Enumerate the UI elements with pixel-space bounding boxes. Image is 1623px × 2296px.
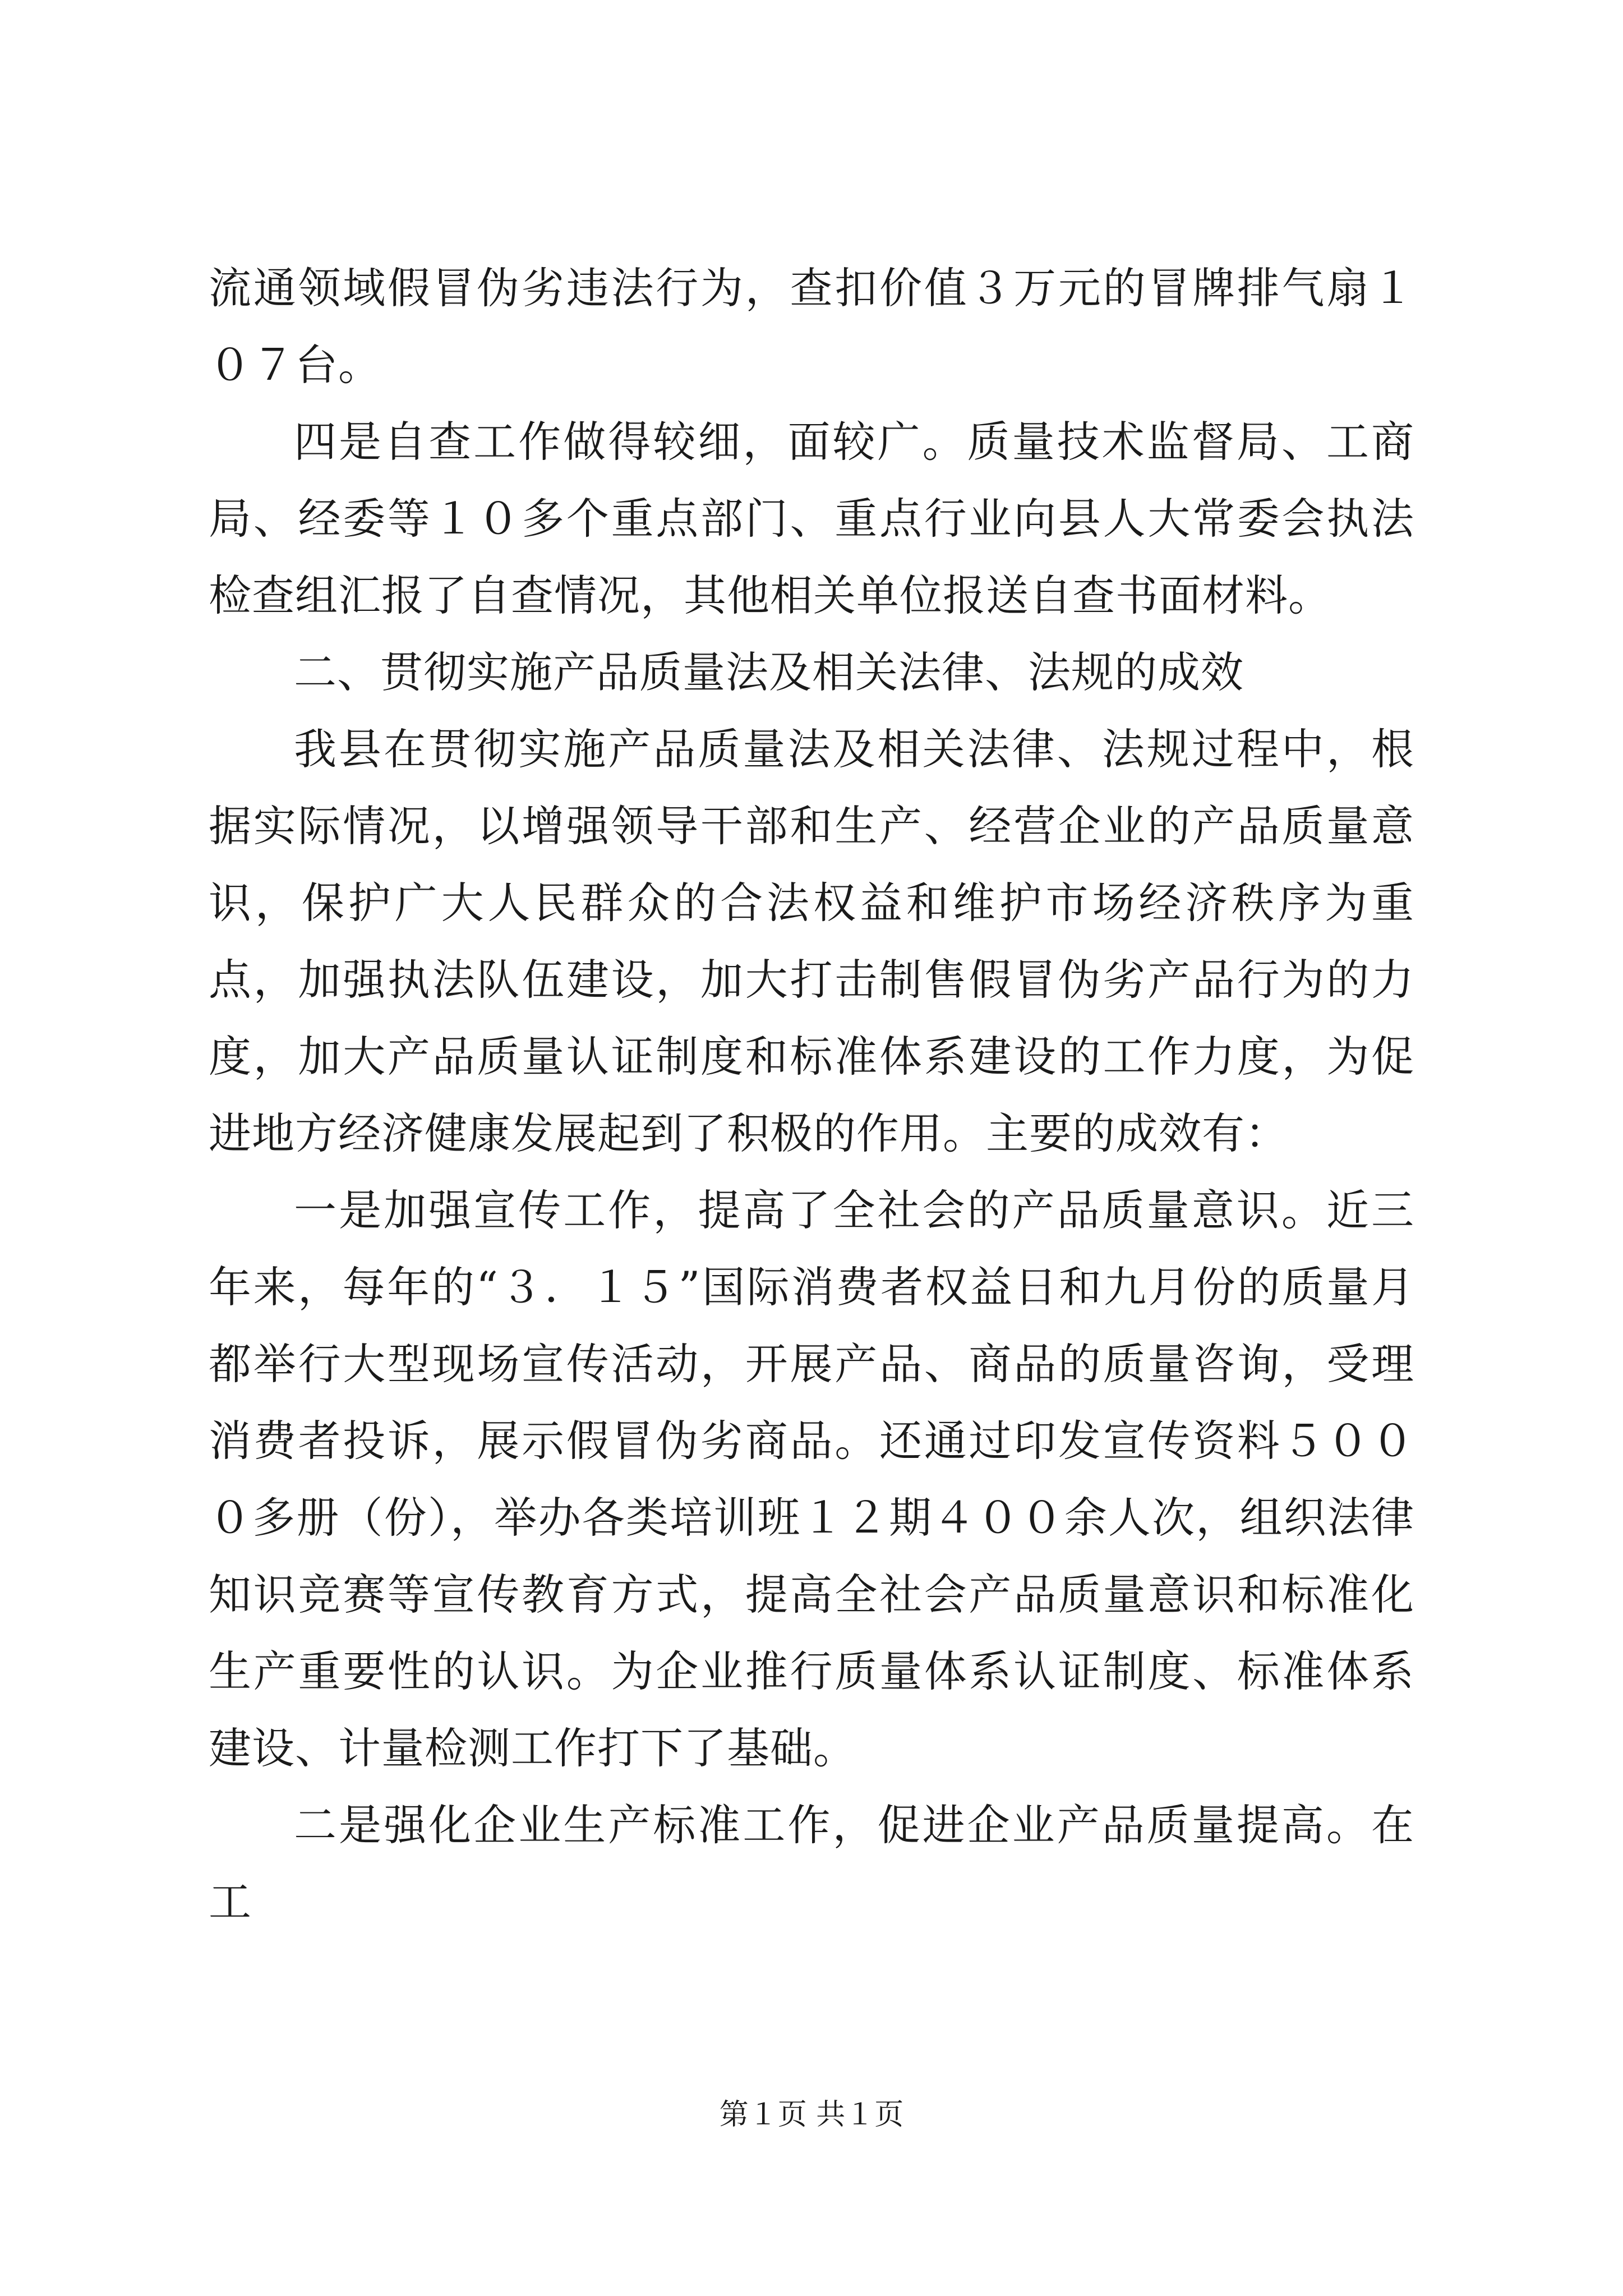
section-heading: 二、贯彻实施产品质量法及相关法律、法规的成效 bbox=[294, 647, 1244, 697]
document-body bbox=[209, 250, 1414, 1940]
page-footer: 第１页 共１页 bbox=[719, 2098, 904, 2132]
paragraph-self-inspection: 四是自查工作做得较细，面较广。质量技术监督局、工商局、经委等１０多个重点部门、重点行业向县人大常委会执法检查组汇报了自查情况，其他相关单位报送自查书面材料。 bbox=[209, 417, 1414, 620]
paragraph-publicity: 一是加强宣传工作，提高了全社会的产品质量意识。近三年来，每年的“３．１５”国际消费者权益日和九月份的质量月都举行大型现场宣传活动，开展产品、商品的质量咨询，受理消费者投诉，展示假冒伪劣商品。还通过印发宣传资料５０００多册（份），举办各类培训班１２期４００余人次，组织法律知识竞赛等宣传教育方式，提高全社会产品质量意识和标准化生产重要性的认识。为企业推行质量体系认证制度、标准体系建设、计量检测工作打下了基础。 bbox=[209, 1185, 1414, 1773]
paragraph-standards: 二是强化企业生产标准工作，促进企业产品质量提高。在工 bbox=[209, 1800, 1414, 1927]
paragraph-overview: 我县在贯彻实施产品质量法及相关法律、法规过程中，根据实际情况，以增强领导干部和生产、经营企业的产品质量意识，保护广大人民群众的合法权益和维护市场经济秩序为重点，加强执法队伍建设，加大打击制售假冒伪劣产品行为的力度，加大产品质量认证制度和标准体系建设的工作力度，为促进地方经济健康发展起到了积极的作用。主要的成效有： bbox=[209, 724, 1414, 1158]
paragraph-continuation: 流通领域假冒伪劣违法行为，查扣价值３万元的冒牌排气扇１０７台。 bbox=[209, 263, 1414, 390]
